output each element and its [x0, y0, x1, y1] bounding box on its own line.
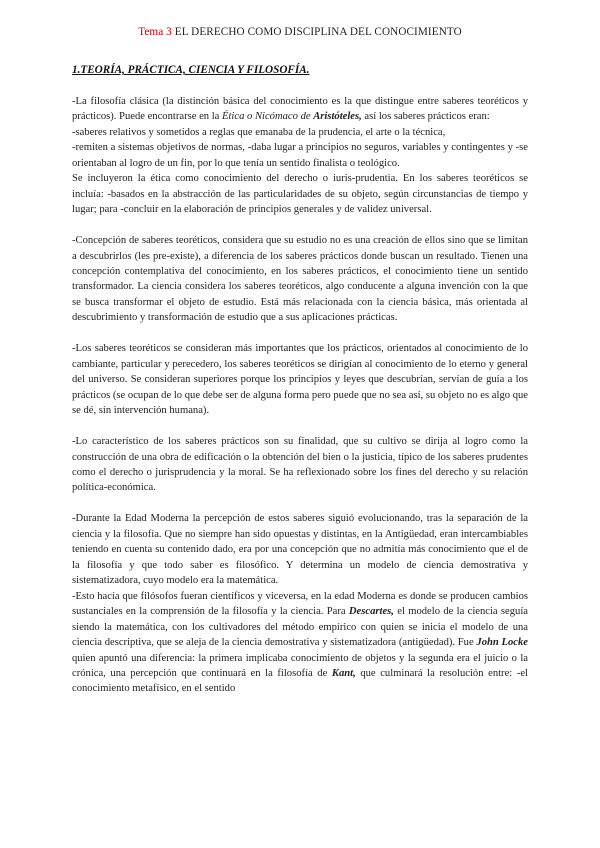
book-title: Ética o Nicómaco de [222, 111, 314, 123]
page-header [0, 26, 600, 38]
paragraph-text: así los saberes prácticos eran: [361, 111, 490, 123]
author-kant: Kant, [331, 667, 356, 679]
section-title: 1.TEORÍA, PRÁCTICA, CIENCIA Y FILOSOFÍA. [72, 64, 310, 76]
paragraph-text: quien apuntó una diferencia: la primera implicaba conocimiento de objetos y la segunda era el juicio o la crónica, una percepción que continuará en la filosofía de [72, 652, 528, 679]
header-title: EL DERECHO COMO DISCIPLINA DEL CONOCIMIENTO [174, 26, 462, 38]
paragraph-filosofos [72, 589, 528, 697]
paragraph-saberes-teoreticos: -Los saberes teoréticos se consideran más importantes que los prácticos, orientados al conocimiento de lo cambiante, particular y perecedero, los saberes teoréticos se dirigían al conocimiento de lo eterno y general del universo. Se consideran superiores porque los principios y leyes que descubrían, servían de guía a los prácticos (se ocupan de lo que debe ser de alguna forma pero puede que no sea así, su objeto no es algo que se dé, sin intervención humana). [72, 343, 528, 417]
paragraph-saberes-relativos: -saberes relativos y sometidos a reglas que emanaba de la prudencia, el arte o la técnica, [72, 126, 446, 138]
paragraph-edad-moderna: -Durante la Edad Moderna la percepción de estos saberes siguió evolucionando, tras la separación de la ciencia y la filosofía. Que no siempre han sido opuestas y distintas, en la Antigüedad, eran intercambiables teniendo en cuenta su contenido dado, era por una concepción que no admitía más conocimiento que el de la filosofía y que todo saber es filosófico. Y determina un modelo de ciencia demostrativa y sistematizadora, cuyo modelo era la matemática. [72, 513, 528, 587]
paragraph-concepcion: -Concepción de saberes teoréticos, considera que su estudio no es una creación de ellos sino que se limitan a descubrirlos (les pre-existe), a diferencia de los saberes prácticos donde buscan un resultado. Tienen una concepción contemplativa del conocimiento, en los saberes prácticos, el conocimiento tiene un sentido transformador. La ciencia considera los saberes teoréticos, algo conducente a alguna invención con la que se busca transformar el objeto de estudio. Está más relacionada con la ciencia básica, más orientada al descubrimiento y transformación de estudio que a sus aplicaciones prácticas. [72, 235, 528, 324]
author-descartes: Descartes, [348, 606, 394, 618]
author-aristoteles: Aristóteles, [313, 111, 362, 123]
paragraph-sistemas-objetivos: -remiten a sistemas objetivos de normas, -daba lugar a principios no seguros, variables y contingentes y -se orientaban al logro de un fin, por lo que tenía un sentido finalista o teológico. [72, 142, 528, 169]
document-body [72, 94, 528, 697]
paragraph-text: -Esto hacía que filósofos fueran científicos y viceversa, en la edad Moderna es donde se producen cambios sustanciales en la comprensión de la filosofía y la ciencia. Para [72, 590, 528, 618]
paragraph-text: el modelo de la ciencia seguía siendo la matemática, con los cultivadores del método empírico con quien se inicia el modelo de una ciencia descriptiva, que se aleja de la ciencia demostrativa y sistematizadora (antigüedad). Fue [72, 606, 528, 649]
paragraph-aristoteles [72, 94, 528, 125]
paragraph-text: -La filosofía clásica (la distinción básica del conocimiento es la que distingue entre saberes teoréticos y prácticos). Puede encontrarse en la [72, 96, 528, 123]
paragraph-saberes-practicos: -Lo característico de los saberes prácticos son su finalidad, que su cultivo se dirija al logro como la construcción de una obra de edificación o la obtención del bien o la justicia, típico de los saberes prudentes como el derecho o jurisprudencia y la moral. Se ha reflexionado sobre los fines del derecho y su relación política-económica. [72, 436, 528, 494]
paragraph-etica: Se incluyeron la ética como conocimiento del derecho o iuris-prudentia. En los saberes teoréticos se incluía: -basados en la abstracción de las particularidades de su objeto, según circunstancias de tiempo y lugar; para -concluir en la elaboración de principios generales y de validez universal. [72, 173, 528, 216]
author-locke: John Locke [476, 637, 528, 649]
paragraph-text: que culminará la resolución entre: -el conocimiento metafísico, en el sentido [72, 667, 528, 695]
header-tema: Tema 3 [138, 26, 172, 38]
